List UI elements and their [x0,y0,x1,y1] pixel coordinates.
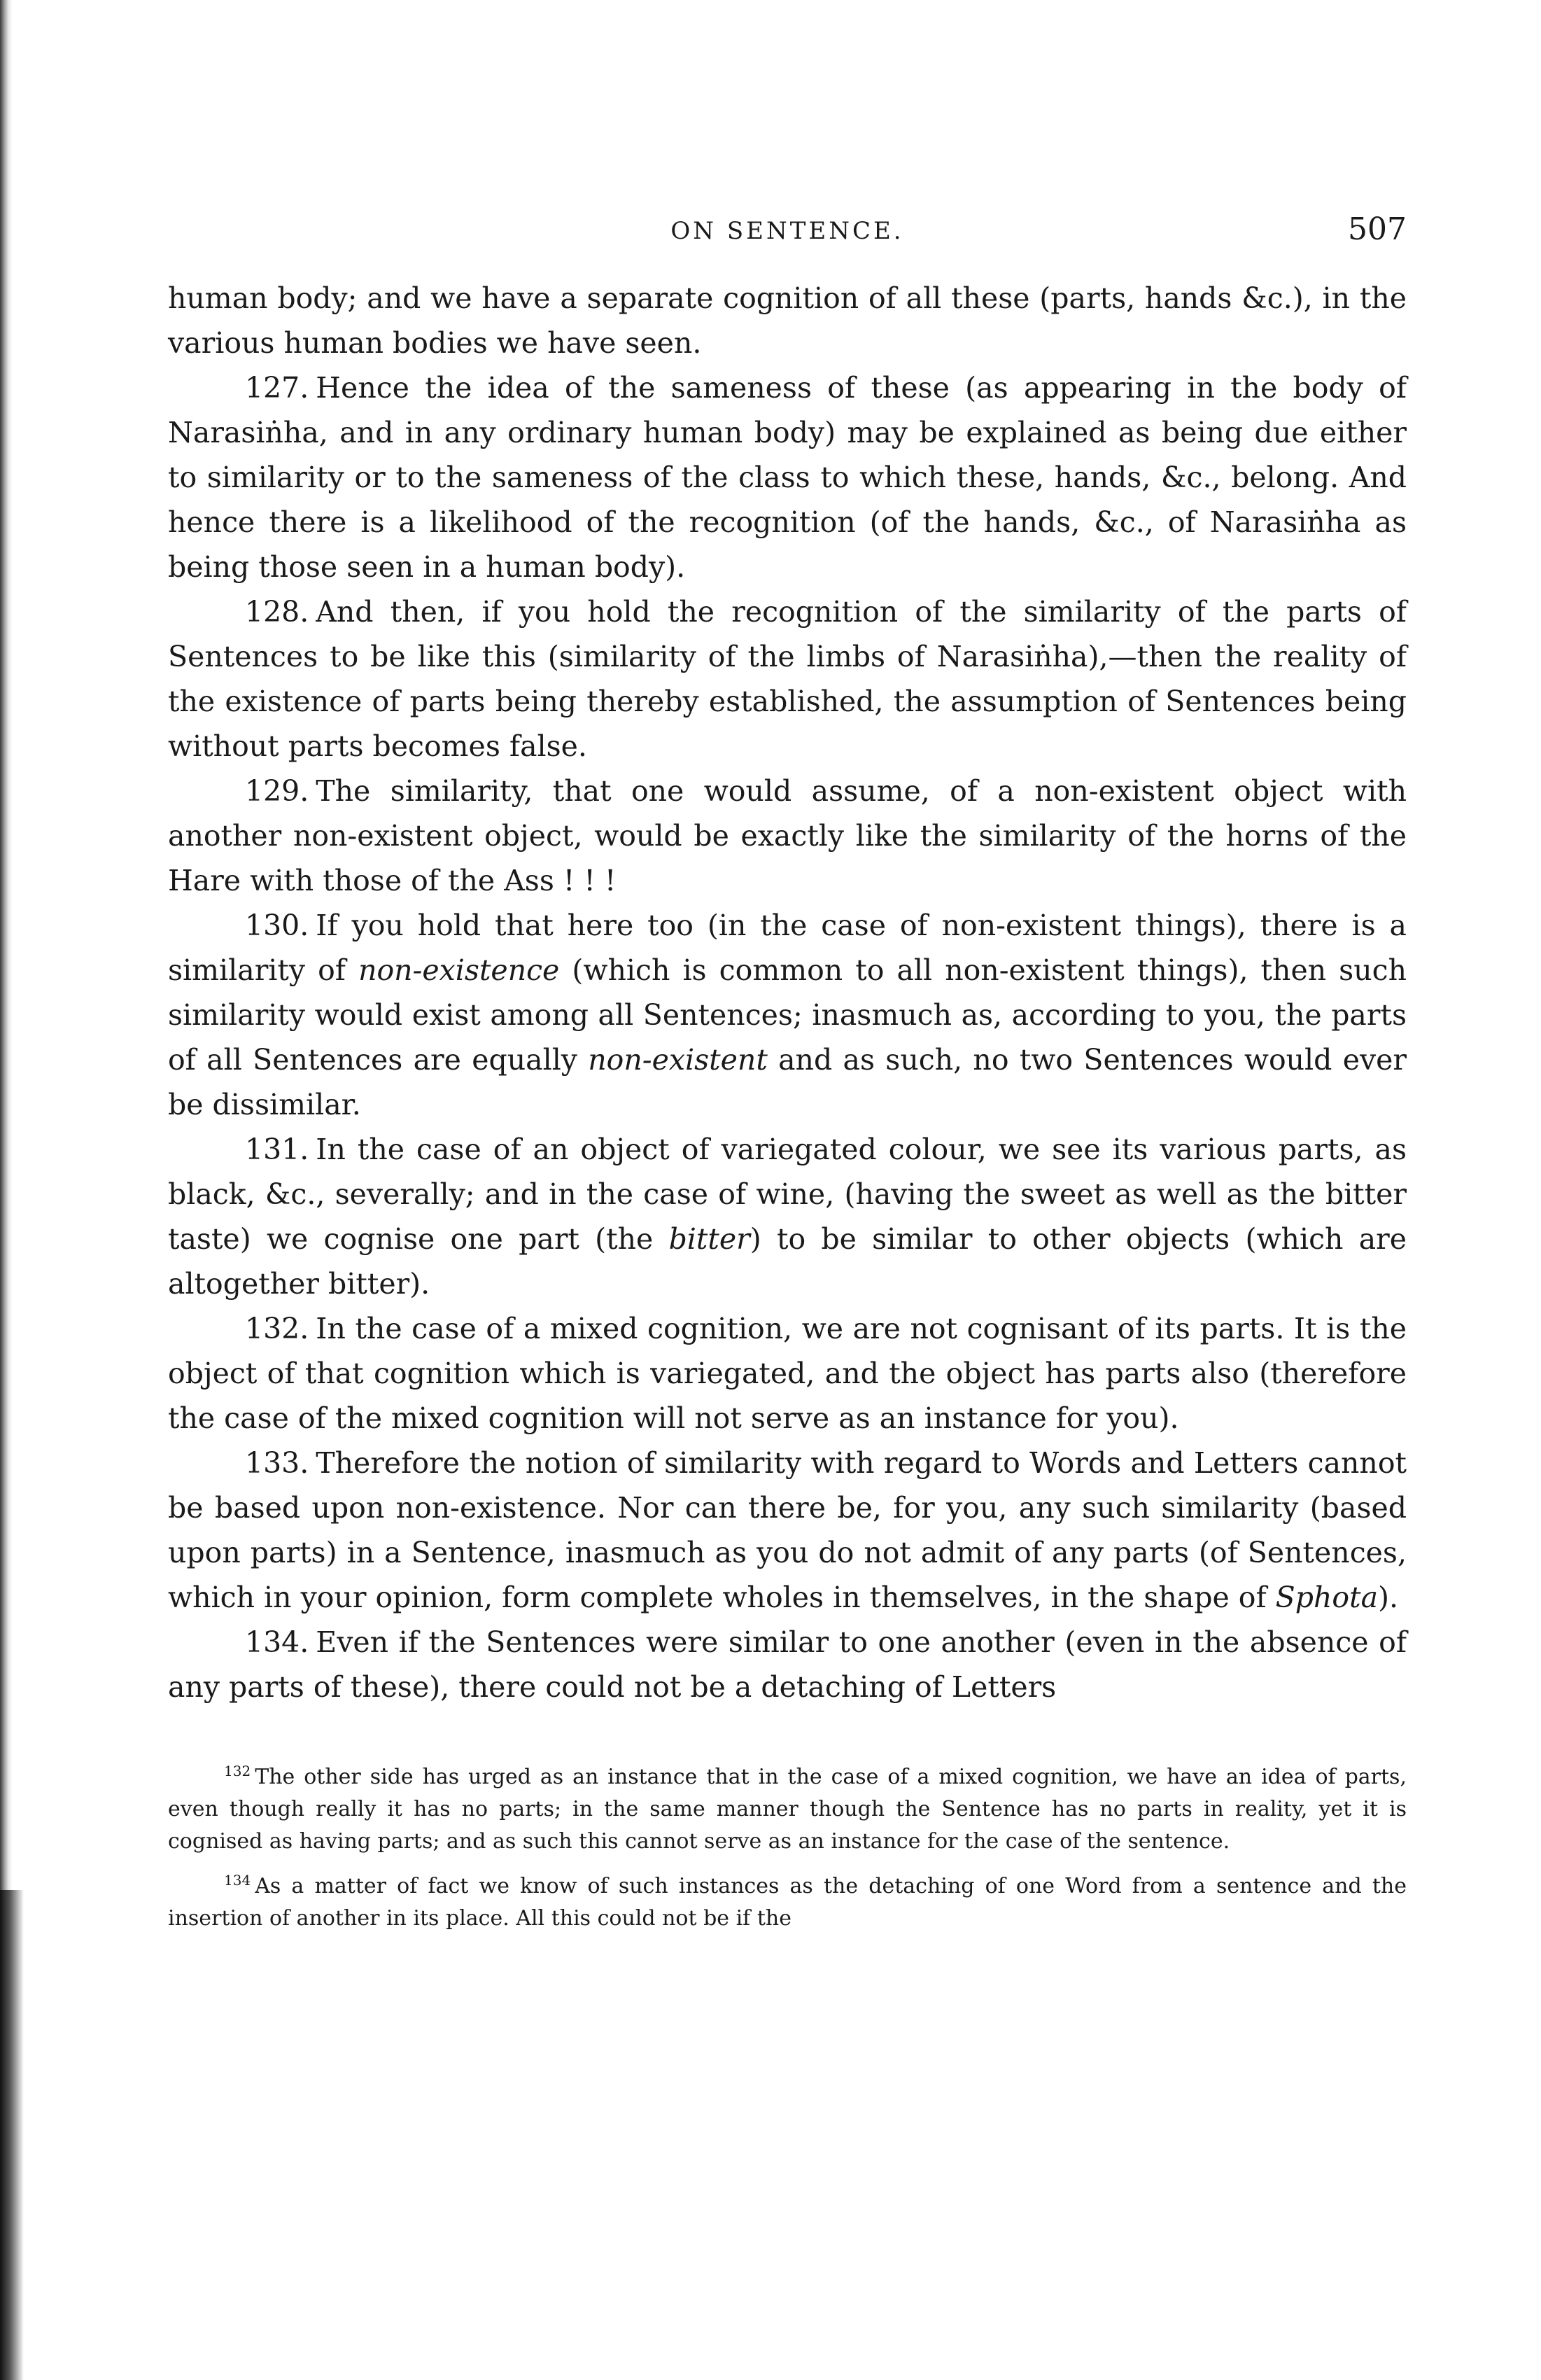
paragraph-number: 127. [245,371,309,405]
continuation-paragraph: human body; and we have a separate cognition of all these (parts, hands &c.), in the various human bodies we have seen. [168,281,1407,360]
footnote-mark: 132 [224,1763,251,1779]
paragraph-text: In the case of an object of variegated colour, we see its various parts, as black, &c., severally; and in the case of wine, (having the sweet as well as the bitter taste) we cognise one part (the [168,1133,1407,1256]
main-text [168,276,1407,1709]
paragraph-text: Therefore the notion of similarity with regard to Words and Letters cannot be based upon non-existence. Nor can there be, for you, any such similarity (based upon parts) in a Sentence, inasmuch as you do not admit of any parts (of Sentences, which in your opinion, form complete wholes in themselves, in the shape of [168,1446,1407,1614]
footnotes [168,1761,1407,1935]
paragraph-number: 132. [245,1312,309,1345]
paragraph-text: (which is common to all non-existent things), then such similarity would exist among all Sentences; inasmuch as, according to you, the parts of all Sentences are equally [168,953,1407,1077]
paragraph-128 [168,589,1407,769]
paragraph-127 [168,365,1407,589]
paragraph-text: ). [1378,1581,1399,1614]
page-binding-shadow [0,1890,24,2380]
footnote-text: As a matter of fact we know of such instances as the detaching of one Word from a sentence and the insertion of another in its place. All this could not be if the [168,1874,1407,1931]
paragraph-text: The similarity, that one would assume, of a non-existent object with another non-existent object, would be exactly like the similarity of the horns of the Hare with those of the Ass ! ! ! [168,774,1407,897]
paragraph-132 [168,1306,1407,1441]
paragraph-number: 133. [245,1446,309,1480]
paragraph-text: ) to be similar to other objects (which are altogether bitter). [168,1222,1407,1301]
page-number: 507 [1348,211,1407,247]
paragraph-text: And then, if you hold the recognition of the similarity of the parts of Sentences to be like this (similarity of the limbs of Narasiṅha),—then the reality of the existence of parts being thereby established, the assumption of Sentences being without parts becomes false. [168,595,1407,763]
paragraph-text: Hence the idea of the sameness of these (as appearing in the body of Narasiṅha, and in any ordinary human body) may be explained as being due either to similarity or to the sameness of the class to which these, hands, &c., belong. And hence there is a likelihood of the recognition (of the hands, &c., of Narasiṅha as being those seen in a human body). [168,371,1407,584]
paragraph-number: 128. [245,595,309,629]
paragraph-text: Even if the Sentences were similar to one another (even in the absence of any parts of these), there could not be a detaching of Letters [168,1625,1407,1704]
paragraph-text: and as such, no two Sentences would ever be dissimilar. [168,1043,1407,1121]
paragraph-text: In the case of a mixed cognition, we are not cognisant of its parts. It is the object of that cognition which is variegated, and the object has parts also (therefore the case of the mixed cognition will not serve as an instance for you). [168,1312,1407,1435]
paragraph-number: 134. [245,1625,309,1659]
footnote-132 [168,1761,1407,1858]
paragraph-number: 131. [245,1133,309,1166]
italic-term: non-existent [588,1043,768,1077]
footnote-134 [168,1870,1407,1935]
paragraph-134 [168,1620,1407,1709]
italic-term: Sphota [1275,1581,1379,1614]
paragraph-133 [168,1441,1407,1620]
italic-term: bitter [668,1222,750,1256]
running-title: ON SENTENCE. [670,217,904,245]
paragraph-text: If you hold that here too (in the case of non-existent things), there is a similarity of [168,909,1407,987]
book-page [168,203,1407,1947]
footnote-mark: 134 [224,1872,251,1889]
paragraph-number: 130. [245,909,309,942]
italic-term: non-existence [358,953,560,987]
paragraph-129 [168,769,1407,903]
running-header [168,203,1407,266]
footnote-text: The other side has urged as an instance that in the case of a mixed cognition, we have an idea of parts, even though really it has no parts; in the same manner though the Sentence has no parts in reality, yet it is cognised as having parts; and as such this cannot serve as an instance for the case of the sentence. [168,1765,1407,1854]
paragraph-130 [168,903,1407,1127]
paragraph-number: 129. [245,774,309,808]
paragraph-131 [168,1127,1407,1306]
